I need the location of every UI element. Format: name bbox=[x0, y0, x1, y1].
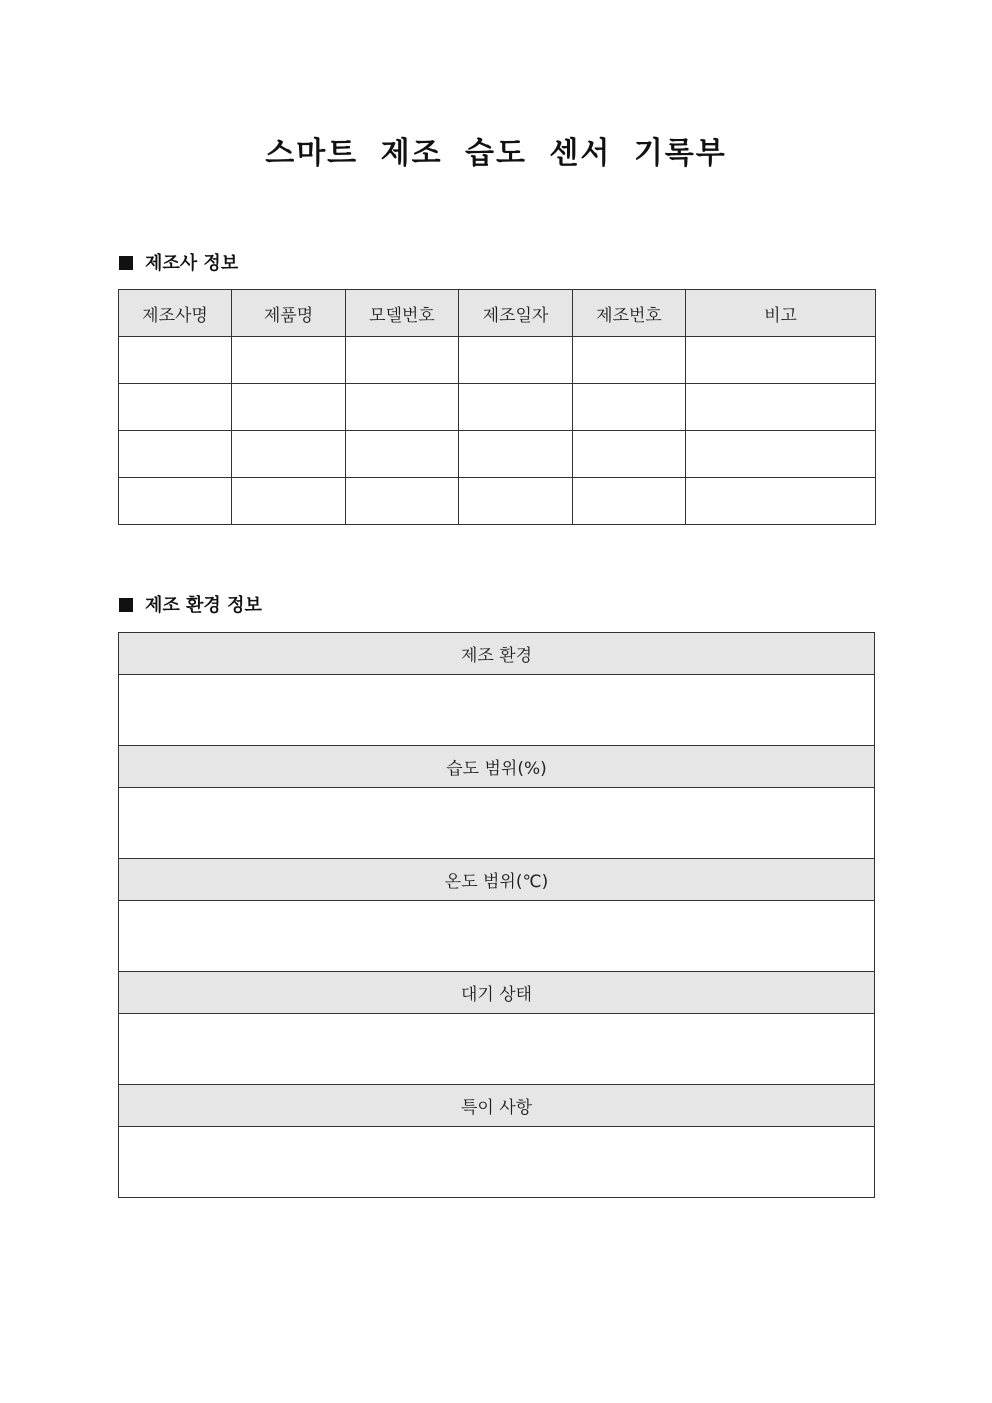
table-cell[interactable] bbox=[459, 384, 573, 431]
field-header-row bbox=[119, 859, 875, 901]
table-cell[interactable] bbox=[459, 478, 573, 525]
field-label-atmospheric-condition: 대기 상태 bbox=[119, 972, 875, 1014]
field-header-row bbox=[119, 746, 875, 788]
table-cell[interactable] bbox=[459, 337, 573, 384]
field-value-atmospheric-condition[interactable] bbox=[119, 1014, 875, 1085]
field-header-row bbox=[119, 972, 875, 1014]
field-label-humidity-range: 습도 범위(%) bbox=[119, 746, 875, 788]
table-cell[interactable] bbox=[232, 431, 346, 478]
field-value-temperature-range[interactable] bbox=[119, 901, 875, 972]
table-cell[interactable] bbox=[346, 478, 459, 525]
column-header-serial-number: 제조번호 bbox=[573, 290, 686, 337]
environment-info-table bbox=[118, 632, 875, 1198]
table-cell[interactable] bbox=[573, 337, 686, 384]
section-heading-manufacturer bbox=[119, 252, 238, 276]
table-header-row bbox=[119, 290, 876, 337]
table-cell[interactable] bbox=[346, 337, 459, 384]
table-cell[interactable] bbox=[119, 384, 232, 431]
table-cell[interactable] bbox=[232, 384, 346, 431]
table-cell[interactable] bbox=[232, 337, 346, 384]
field-value-row bbox=[119, 788, 875, 859]
square-bullet-icon bbox=[119, 256, 133, 270]
square-bullet-icon bbox=[119, 598, 133, 612]
column-header-manufacturer-name: 제조사명 bbox=[119, 290, 232, 337]
field-value-row bbox=[119, 1014, 875, 1085]
field-label-temperature-range: 온도 범위(℃) bbox=[119, 859, 875, 901]
field-label-manufacturing-environment: 제조 환경 bbox=[119, 633, 875, 675]
table-cell[interactable] bbox=[119, 337, 232, 384]
field-value-humidity-range[interactable] bbox=[119, 788, 875, 859]
table-cell[interactable] bbox=[346, 384, 459, 431]
table-row bbox=[119, 478, 876, 525]
table-cell[interactable] bbox=[459, 431, 573, 478]
table-row bbox=[119, 384, 876, 431]
field-label-special-notes: 특이 사항 bbox=[119, 1085, 875, 1127]
section-heading-label: 제조사 정보 bbox=[145, 253, 239, 274]
section-heading-environment bbox=[119, 594, 262, 618]
table-cell[interactable] bbox=[573, 431, 686, 478]
field-header-row bbox=[119, 633, 875, 675]
table-cell[interactable] bbox=[573, 478, 686, 525]
table-cell[interactable] bbox=[119, 478, 232, 525]
field-value-row bbox=[119, 675, 875, 746]
column-header-manufacture-date: 제조일자 bbox=[459, 290, 573, 337]
field-value-row bbox=[119, 901, 875, 972]
table-cell[interactable] bbox=[686, 337, 876, 384]
table-cell[interactable] bbox=[686, 431, 876, 478]
table-cell[interactable] bbox=[686, 384, 876, 431]
table-cell[interactable] bbox=[119, 431, 232, 478]
field-value-row bbox=[119, 1127, 875, 1198]
field-value-special-notes[interactable] bbox=[119, 1127, 875, 1198]
manufacturer-info-table bbox=[118, 289, 876, 525]
table-row bbox=[119, 431, 876, 478]
table-cell[interactable] bbox=[573, 384, 686, 431]
table-cell[interactable] bbox=[232, 478, 346, 525]
field-header-row bbox=[119, 1085, 875, 1127]
table-row bbox=[119, 337, 876, 384]
column-header-model-number: 모델번호 bbox=[346, 290, 459, 337]
field-value-manufacturing-environment[interactable] bbox=[119, 675, 875, 746]
table-cell[interactable] bbox=[346, 431, 459, 478]
section-heading-label: 제조 환경 정보 bbox=[145, 595, 262, 616]
column-header-product-name: 제품명 bbox=[232, 290, 346, 337]
table-cell[interactable] bbox=[686, 478, 876, 525]
document-title: 스마트 제조 습도 센서 기록부 bbox=[265, 136, 727, 171]
column-header-remarks: 비고 bbox=[686, 290, 876, 337]
